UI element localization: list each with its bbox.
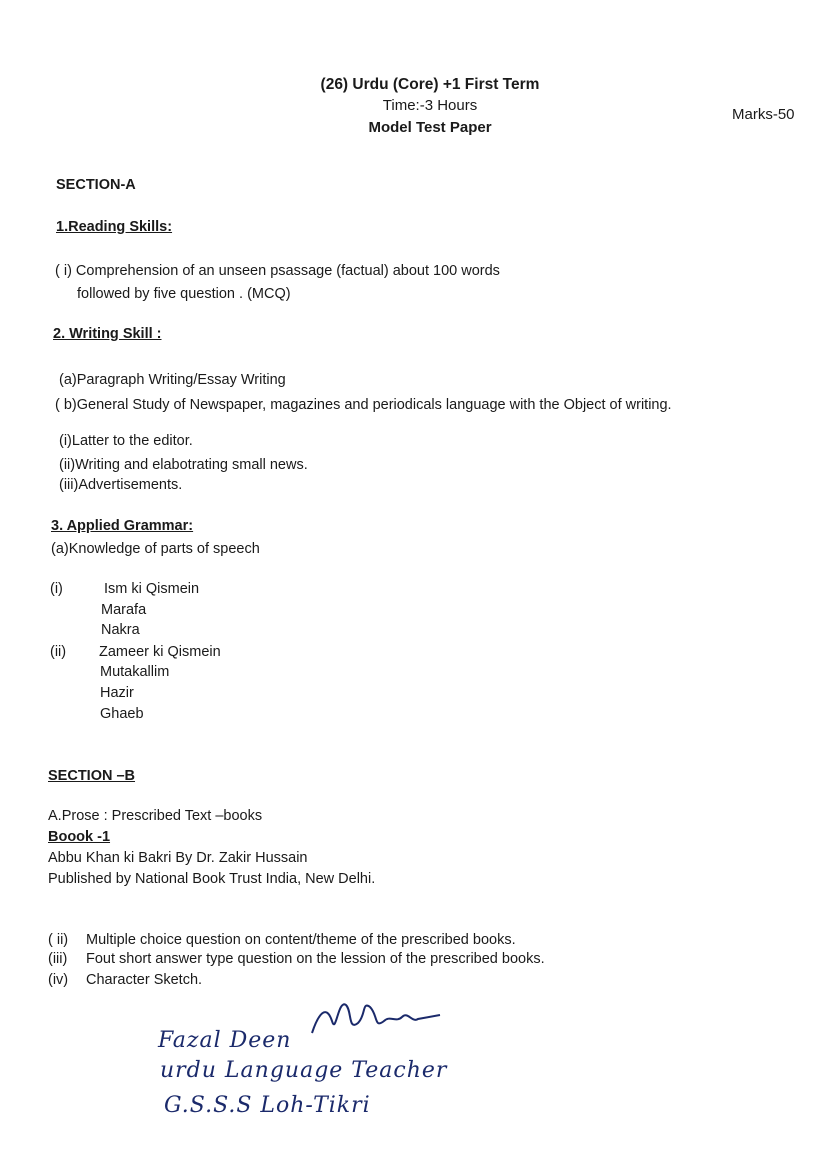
grammar-item: Zameer ki Qismein bbox=[99, 644, 221, 660]
signature-scribble bbox=[308, 993, 448, 1043]
writing-item-a: (a)Paragraph Writing/Essay Writing bbox=[59, 372, 286, 388]
writing-sub-i: (i)Latter to the editor. bbox=[59, 433, 193, 449]
section-a-heading: SECTION-A bbox=[56, 177, 136, 193]
question-text: Multiple choice question on content/theme of the prescribed books. bbox=[86, 932, 516, 948]
grammar-group-ii-label: (ii) bbox=[50, 644, 67, 660]
question-number: (iii) bbox=[48, 951, 68, 967]
writing-item-b: ( b)General Study of Newspaper, magazines and periodicals language with the Object of writing. bbox=[55, 397, 672, 413]
book-title: Abbu Khan ki Bakri By Dr. Zakir Hussain bbox=[48, 850, 308, 866]
grammar-item: Ism ki Qismein bbox=[104, 581, 200, 597]
writing-skill-heading: 2. Writing Skill : bbox=[53, 326, 162, 342]
question-number: ( ii) bbox=[48, 932, 69, 948]
writing-sub-ii: (ii)Writing and elabotrating small news. bbox=[59, 457, 308, 473]
reading-skills-heading: 1.Reading Skills: bbox=[56, 219, 173, 235]
grammar-intro: (a)Knowledge of parts of speech bbox=[51, 541, 260, 557]
section-b-heading: SECTION –B bbox=[48, 768, 136, 784]
grammar-item: Ghaeb bbox=[100, 706, 144, 722]
marks-label: Marks-50 bbox=[732, 106, 795, 123]
reading-item-line1: ( i) Comprehension of an unseen psassage (factual) about 100 words bbox=[55, 263, 500, 279]
signature-name: Fazal Deen bbox=[158, 1028, 292, 1053]
grammar-group-i-label: (i) bbox=[50, 581, 63, 597]
grammar-item: Nakra bbox=[101, 622, 140, 638]
question-text: Fout short answer type question on the lession of the prescribed books. bbox=[86, 951, 545, 967]
time-label: Time:-3 Hours bbox=[382, 97, 478, 114]
book-label: Boook -1 bbox=[48, 829, 111, 845]
book-publisher: Published by National Book Trust India, New Delhi. bbox=[48, 871, 376, 887]
applied-grammar-heading: 3. Applied Grammar: bbox=[51, 518, 194, 534]
paper-title: (26) Urdu (Core) +1 First Term bbox=[320, 76, 540, 93]
question-number: (iv) bbox=[48, 972, 69, 988]
grammar-item: Marafa bbox=[101, 602, 147, 618]
writing-sub-iii: (iii)Advertisements. bbox=[59, 477, 183, 493]
grammar-item: Hazir bbox=[100, 685, 134, 701]
reading-item-line2: followed by five question . (MCQ) bbox=[77, 286, 291, 302]
question-text: Character Sketch. bbox=[86, 972, 203, 988]
grammar-item: Mutakallim bbox=[100, 664, 170, 680]
signature-designation: urdu Language Teacher bbox=[160, 1058, 448, 1083]
paper-subtitle: Model Test Paper bbox=[368, 119, 492, 136]
prose-heading: A.Prose : Prescribed Text –books bbox=[48, 808, 263, 824]
signature-school: G.S.S.S Loh-Tikri bbox=[164, 1093, 371, 1118]
